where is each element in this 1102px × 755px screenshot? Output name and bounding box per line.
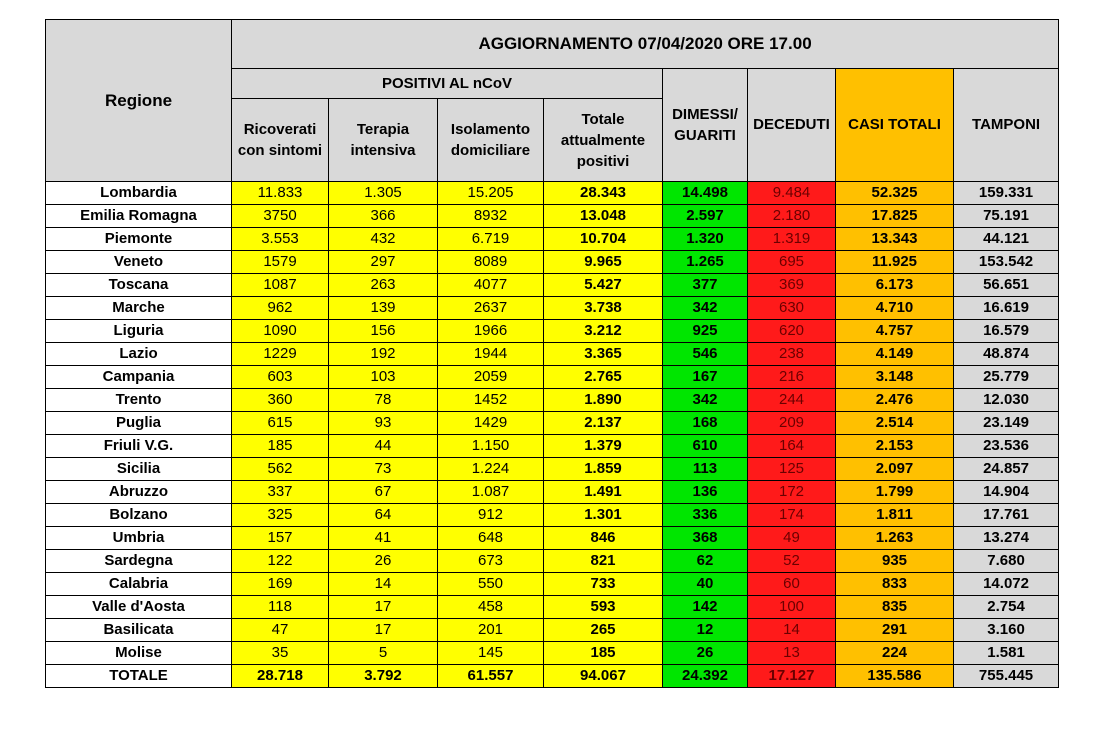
- cell-terapia: 263: [329, 274, 438, 297]
- header-dimessi: DIMESSI/ GUARITI: [663, 69, 748, 182]
- header-positivi: POSITIVI AL nCoV: [232, 69, 663, 99]
- cell-terapia: 103: [329, 366, 438, 389]
- cell-terapia: 44: [329, 435, 438, 458]
- cell-deceduti: 216: [748, 366, 836, 389]
- cell-deceduti: 52: [748, 550, 836, 573]
- header-terapia: Terapia intensiva: [329, 99, 438, 182]
- cell-totale-positivi: 3.738: [544, 297, 663, 320]
- cell-totale-positivi: 593: [544, 596, 663, 619]
- cell-casi-totali: 2.476: [836, 389, 954, 412]
- cell-ricoverati: 3.553: [232, 228, 329, 251]
- cell-casi-totali: 13.343: [836, 228, 954, 251]
- cell-totale-positivi: 3.212: [544, 320, 663, 343]
- cell-isolamento: 550: [438, 573, 544, 596]
- table-row: [46, 504, 1059, 527]
- cell-terapia: 67: [329, 481, 438, 504]
- total-isolamento: 61.557: [438, 665, 544, 688]
- cell-region-name: Sardegna: [46, 550, 232, 573]
- cell-dimessi: 12: [663, 619, 748, 642]
- cell-isolamento: 912: [438, 504, 544, 527]
- cell-ricoverati: 47: [232, 619, 329, 642]
- cell-deceduti: 695: [748, 251, 836, 274]
- cell-deceduti: 164: [748, 435, 836, 458]
- total-tamponi: 755.445: [954, 665, 1059, 688]
- table-row: [46, 481, 1059, 504]
- cell-tamponi: 7.680: [954, 550, 1059, 573]
- cell-tamponi: 159.331: [954, 182, 1059, 205]
- cell-isolamento: 673: [438, 550, 544, 573]
- cell-isolamento: 1.150: [438, 435, 544, 458]
- cell-region-name: Friuli V.G.: [46, 435, 232, 458]
- cell-tamponi: 14.072: [954, 573, 1059, 596]
- cell-dimessi: 62: [663, 550, 748, 573]
- cell-casi-totali: 2.097: [836, 458, 954, 481]
- cell-deceduti: 49: [748, 527, 836, 550]
- cell-ricoverati: 157: [232, 527, 329, 550]
- cell-casi-totali: 1.263: [836, 527, 954, 550]
- cell-deceduti: 244: [748, 389, 836, 412]
- cell-dimessi: 142: [663, 596, 748, 619]
- covid-table: [45, 19, 1059, 688]
- cell-dimessi: 336: [663, 504, 748, 527]
- cell-casi-totali: 17.825: [836, 205, 954, 228]
- cell-dimessi: 2.597: [663, 205, 748, 228]
- cell-terapia: 64: [329, 504, 438, 527]
- cell-region-name: Marche: [46, 297, 232, 320]
- header-isolamento: Isolamento domiciliare: [438, 99, 544, 182]
- cell-ricoverati: 615: [232, 412, 329, 435]
- cell-region-name: Umbria: [46, 527, 232, 550]
- cell-terapia: 41: [329, 527, 438, 550]
- cell-tamponi: 48.874: [954, 343, 1059, 366]
- table-row: [46, 412, 1059, 435]
- cell-region-name: Toscana: [46, 274, 232, 297]
- cell-ricoverati: 1229: [232, 343, 329, 366]
- cell-deceduti: 1.319: [748, 228, 836, 251]
- cell-casi-totali: 4.149: [836, 343, 954, 366]
- header-ricoverati: Ricoverati con sintomi: [232, 99, 329, 182]
- header-casi-totali: CASI TOTALI: [836, 69, 954, 182]
- cell-totale-positivi: 10.704: [544, 228, 663, 251]
- cell-dimessi: 368: [663, 527, 748, 550]
- cell-isolamento: 2059: [438, 366, 544, 389]
- cell-tamponi: 75.191: [954, 205, 1059, 228]
- cell-deceduti: 13: [748, 642, 836, 665]
- cell-tamponi: 23.149: [954, 412, 1059, 435]
- cell-isolamento: 1.087: [438, 481, 544, 504]
- total-totale-positivi: 94.067: [544, 665, 663, 688]
- cell-region-name: Trento: [46, 389, 232, 412]
- cell-casi-totali: 4.757: [836, 320, 954, 343]
- cell-ricoverati: 962: [232, 297, 329, 320]
- cell-tamponi: 23.536: [954, 435, 1059, 458]
- cell-ricoverati: 122: [232, 550, 329, 573]
- total-terapia: 3.792: [329, 665, 438, 688]
- cell-terapia: 297: [329, 251, 438, 274]
- cell-deceduti: 630: [748, 297, 836, 320]
- cell-region-name: Piemonte: [46, 228, 232, 251]
- cell-tamponi: 16.619: [954, 297, 1059, 320]
- cell-terapia: 17: [329, 596, 438, 619]
- cell-tamponi: 3.160: [954, 619, 1059, 642]
- cell-tamponi: 1.581: [954, 642, 1059, 665]
- cell-totale-positivi: 3.365: [544, 343, 663, 366]
- cell-isolamento: 1429: [438, 412, 544, 435]
- cell-casi-totali: 6.173: [836, 274, 954, 297]
- cell-region-name: Valle d'Aosta: [46, 596, 232, 619]
- cell-terapia: 26: [329, 550, 438, 573]
- table-row: [46, 527, 1059, 550]
- cell-dimessi: 168: [663, 412, 748, 435]
- cell-ricoverati: 1090: [232, 320, 329, 343]
- cell-totale-positivi: 185: [544, 642, 663, 665]
- total-ricoverati: 28.718: [232, 665, 329, 688]
- cell-deceduti: 9.484: [748, 182, 836, 205]
- cell-dimessi: 40: [663, 573, 748, 596]
- cell-casi-totali: 11.925: [836, 251, 954, 274]
- cell-totale-positivi: 5.427: [544, 274, 663, 297]
- cell-casi-totali: 291: [836, 619, 954, 642]
- cell-tamponi: 56.651: [954, 274, 1059, 297]
- table-row: [46, 389, 1059, 412]
- cell-totale-positivi: 821: [544, 550, 663, 573]
- cell-dimessi: 113: [663, 458, 748, 481]
- cell-casi-totali: 52.325: [836, 182, 954, 205]
- cell-terapia: 14: [329, 573, 438, 596]
- cell-dimessi: 26: [663, 642, 748, 665]
- cell-casi-totali: 2.514: [836, 412, 954, 435]
- cell-totale-positivi: 733: [544, 573, 663, 596]
- table-row: [46, 251, 1059, 274]
- cell-casi-totali: 2.153: [836, 435, 954, 458]
- table-row: [46, 458, 1059, 481]
- cell-deceduti: 620: [748, 320, 836, 343]
- cell-tamponi: 12.030: [954, 389, 1059, 412]
- cell-deceduti: 238: [748, 343, 836, 366]
- cell-dimessi: 14.498: [663, 182, 748, 205]
- cell-dimessi: 925: [663, 320, 748, 343]
- cell-dimessi: 610: [663, 435, 748, 458]
- cell-ricoverati: 337: [232, 481, 329, 504]
- cell-tamponi: 44.121: [954, 228, 1059, 251]
- cell-terapia: 366: [329, 205, 438, 228]
- cell-deceduti: 174: [748, 504, 836, 527]
- cell-dimessi: 136: [663, 481, 748, 504]
- cell-dimessi: 546: [663, 343, 748, 366]
- total-dimessi: 24.392: [663, 665, 748, 688]
- cell-isolamento: 201: [438, 619, 544, 642]
- cell-casi-totali: 1.811: [836, 504, 954, 527]
- header-deceduti: DECEDUTI: [748, 69, 836, 182]
- cell-tamponi: 17.761: [954, 504, 1059, 527]
- table-row: [46, 619, 1059, 642]
- table-row: [46, 320, 1059, 343]
- cell-isolamento: 1944: [438, 343, 544, 366]
- cell-deceduti: 369: [748, 274, 836, 297]
- cell-totale-positivi: 846: [544, 527, 663, 550]
- cell-dimessi: 167: [663, 366, 748, 389]
- cell-tamponi: 14.904: [954, 481, 1059, 504]
- cell-ricoverati: 1087: [232, 274, 329, 297]
- cell-deceduti: 14: [748, 619, 836, 642]
- cell-deceduti: 60: [748, 573, 836, 596]
- cell-region-name: Bolzano: [46, 504, 232, 527]
- cell-casi-totali: 935: [836, 550, 954, 573]
- table-row: [46, 228, 1059, 251]
- cell-region-name: Sicilia: [46, 458, 232, 481]
- cell-tamponi: 16.579: [954, 320, 1059, 343]
- cell-ricoverati: 603: [232, 366, 329, 389]
- cell-region-name: Veneto: [46, 251, 232, 274]
- cell-dimessi: 342: [663, 297, 748, 320]
- cell-terapia: 93: [329, 412, 438, 435]
- cell-totale-positivi: 1.379: [544, 435, 663, 458]
- cell-dimessi: 1.265: [663, 251, 748, 274]
- cell-ricoverati: 360: [232, 389, 329, 412]
- cell-terapia: 73: [329, 458, 438, 481]
- cell-terapia: 432: [329, 228, 438, 251]
- cell-totale-positivi: 1.491: [544, 481, 663, 504]
- cell-tamponi: 25.779: [954, 366, 1059, 389]
- cell-region-name: Molise: [46, 642, 232, 665]
- cell-totale-positivi: 2.137: [544, 412, 663, 435]
- cell-isolamento: 8932: [438, 205, 544, 228]
- cell-ricoverati: 3750: [232, 205, 329, 228]
- header-totale-positivi: Totale attualmente positivi: [544, 99, 663, 182]
- cell-tamponi: 13.274: [954, 527, 1059, 550]
- cell-deceduti: 2.180: [748, 205, 836, 228]
- cell-region-name: Abruzzo: [46, 481, 232, 504]
- cell-totale-positivi: 1.301: [544, 504, 663, 527]
- cell-isolamento: 1452: [438, 389, 544, 412]
- cell-ricoverati: 11.833: [232, 182, 329, 205]
- cell-ricoverati: 35: [232, 642, 329, 665]
- cell-terapia: 5: [329, 642, 438, 665]
- cell-isolamento: 145: [438, 642, 544, 665]
- cell-totale-positivi: 13.048: [544, 205, 663, 228]
- cell-region-name: Basilicata: [46, 619, 232, 642]
- cell-region-name: Emilia Romagna: [46, 205, 232, 228]
- cell-tamponi: 24.857: [954, 458, 1059, 481]
- cell-ricoverati: 1579: [232, 251, 329, 274]
- table-row: [46, 550, 1059, 573]
- cell-tamponi: 153.542: [954, 251, 1059, 274]
- cell-deceduti: 125: [748, 458, 836, 481]
- cell-deceduti: 100: [748, 596, 836, 619]
- cell-region-name: Lombardia: [46, 182, 232, 205]
- cell-terapia: 78: [329, 389, 438, 412]
- cell-ricoverati: 562: [232, 458, 329, 481]
- cell-tamponi: 2.754: [954, 596, 1059, 619]
- cell-region-name: Puglia: [46, 412, 232, 435]
- cell-region-name: Lazio: [46, 343, 232, 366]
- cell-isolamento: 6.719: [438, 228, 544, 251]
- cell-isolamento: 648: [438, 527, 544, 550]
- table-row: [46, 596, 1059, 619]
- table-row: [46, 274, 1059, 297]
- cell-ricoverati: 169: [232, 573, 329, 596]
- cell-ricoverati: 325: [232, 504, 329, 527]
- table-row: [46, 297, 1059, 320]
- cell-isolamento: 2637: [438, 297, 544, 320]
- cell-region-name: Calabria: [46, 573, 232, 596]
- total-deceduti: 17.127: [748, 665, 836, 688]
- total-casi-totali: 135.586: [836, 665, 954, 688]
- table-row: [46, 182, 1059, 205]
- table-row: [46, 343, 1059, 366]
- table-row: [46, 573, 1059, 596]
- cell-dimessi: 377: [663, 274, 748, 297]
- cell-isolamento: 8089: [438, 251, 544, 274]
- cell-isolamento: 4077: [438, 274, 544, 297]
- cell-terapia: 17: [329, 619, 438, 642]
- cell-totale-positivi: 265: [544, 619, 663, 642]
- cell-terapia: 1.305: [329, 182, 438, 205]
- cell-totale-positivi: 1.859: [544, 458, 663, 481]
- header-update: AGGIORNAMENTO 07/04/2020 ORE 17.00: [232, 20, 1059, 69]
- total-region-name: TOTALE: [46, 665, 232, 688]
- table-row: [46, 366, 1059, 389]
- cell-totale-positivi: 9.965: [544, 251, 663, 274]
- cell-dimessi: 342: [663, 389, 748, 412]
- cell-dimessi: 1.320: [663, 228, 748, 251]
- cell-isolamento: 15.205: [438, 182, 544, 205]
- cell-casi-totali: 833: [836, 573, 954, 596]
- cell-totale-positivi: 28.343: [544, 182, 663, 205]
- cell-casi-totali: 1.799: [836, 481, 954, 504]
- cell-casi-totali: 3.148: [836, 366, 954, 389]
- table-row: [46, 205, 1059, 228]
- cell-terapia: 156: [329, 320, 438, 343]
- table-row: [46, 435, 1059, 458]
- total-row: [46, 665, 1059, 688]
- cell-totale-positivi: 1.890: [544, 389, 663, 412]
- cell-deceduti: 172: [748, 481, 836, 504]
- table-body: [46, 182, 1059, 688]
- cell-region-name: Liguria: [46, 320, 232, 343]
- cell-casi-totali: 224: [836, 642, 954, 665]
- cell-ricoverati: 185: [232, 435, 329, 458]
- cell-casi-totali: 4.710: [836, 297, 954, 320]
- header-region: Regione: [46, 20, 232, 182]
- cell-deceduti: 209: [748, 412, 836, 435]
- cell-isolamento: 458: [438, 596, 544, 619]
- cell-isolamento: 1.224: [438, 458, 544, 481]
- header-tamponi: TAMPONI: [954, 69, 1059, 182]
- cell-terapia: 139: [329, 297, 438, 320]
- cell-ricoverati: 118: [232, 596, 329, 619]
- table-row: [46, 642, 1059, 665]
- cell-casi-totali: 835: [836, 596, 954, 619]
- cell-totale-positivi: 2.765: [544, 366, 663, 389]
- cell-region-name: Campania: [46, 366, 232, 389]
- cell-isolamento: 1966: [438, 320, 544, 343]
- cell-terapia: 192: [329, 343, 438, 366]
